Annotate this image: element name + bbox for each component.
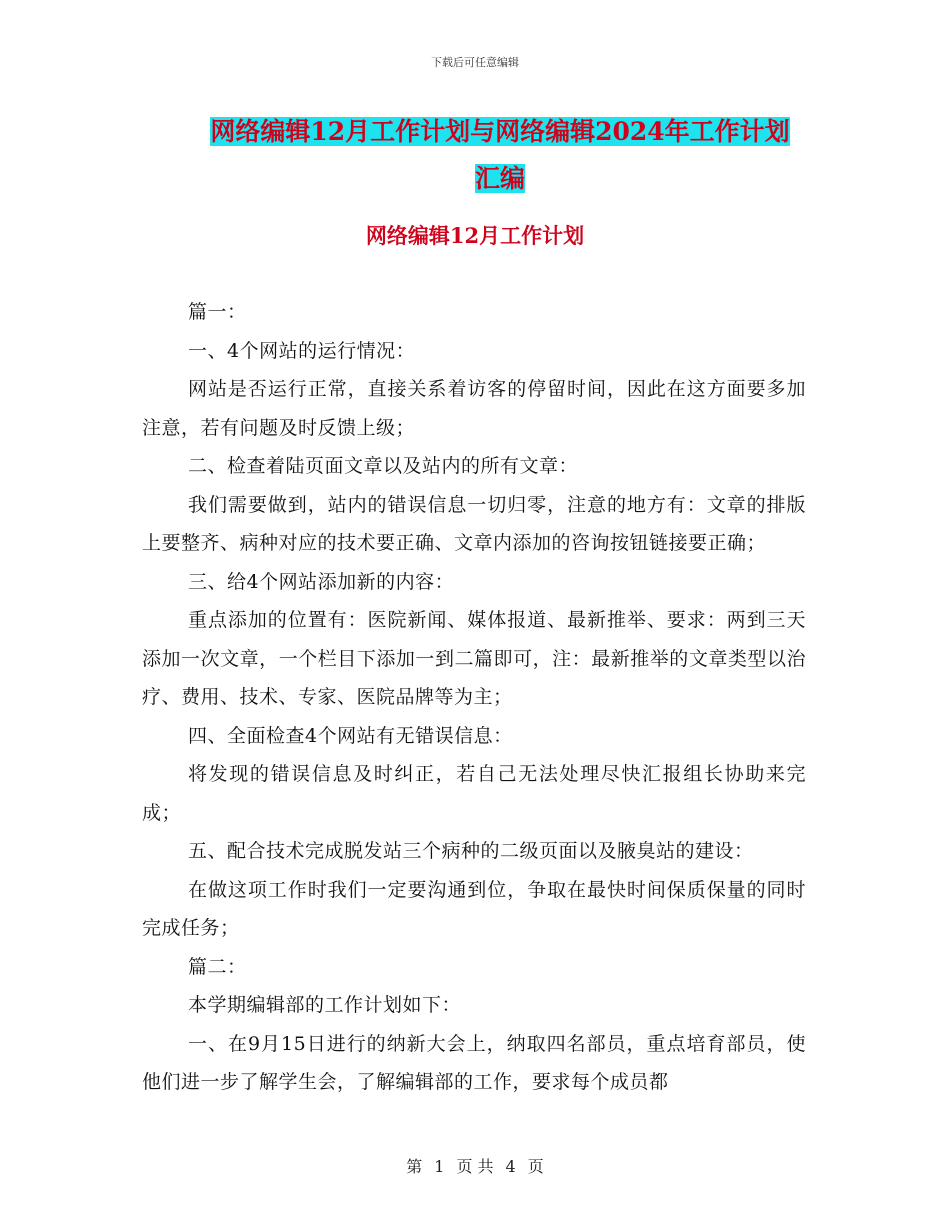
paragraph: 篇一： — [188, 301, 247, 323]
paragraph: 三、给4个网站添加新的内容： — [188, 570, 455, 593]
section-title: 网络编辑12月工作计划 — [365, 223, 585, 248]
paragraph: 本学期编辑部的工作计划如下： — [188, 994, 462, 1016]
title-line-2: 汇编 — [474, 164, 525, 193]
paragraph: 重点添加的位置有：医院新闻、媒体报道、最新推举、要求：两到三天添加一次文章，一个栏目下添加一到二篇即可，注：最新推举的文章类型以治疗、费用、技术、专家、医院品牌等为主； — [142, 609, 806, 708]
footer-middle: 页 共 — [456, 1157, 494, 1176]
page-footer — [0, 1154, 950, 1177]
document-title — [190, 108, 810, 202]
paragraph: 将发现的错误信息及时纠正，若自己无法处理尽快汇报组长协助来完成； — [142, 763, 806, 824]
title-line-1: 网络编辑12月工作计划与网络编辑2024年工作计划 — [210, 117, 790, 146]
header-note: 下载后可任意编辑 — [431, 56, 519, 69]
footer-total-pages: 4 — [505, 1157, 516, 1176]
body-text — [142, 293, 806, 1102]
paragraph: 篇二： — [188, 955, 247, 978]
paragraph: 网站是否运行正常，直接关系着访客的停留时间，因此在这方面要多加注意，若有问题及时反馈上级； — [142, 378, 806, 439]
paragraph: 五、配合技术完成脱发站三个病种的二级页面以及腋臭站的建设： — [188, 840, 754, 862]
footer-page-number: 1 — [434, 1157, 445, 1176]
paragraph: 一、在9月15日进行的纳新大会上，纳取四名部员，重点培育部员，使他们进一步了解学生会，了解编辑部的工作，要求每个成员都 — [142, 1032, 806, 1093]
footer-suffix: 页 — [527, 1157, 544, 1176]
paragraph: 二、检查着陆页面文章以及站内的所有文章： — [188, 455, 579, 477]
paragraph: 一、4个网站的运行情况： — [188, 339, 416, 362]
paragraph: 在做这项工作时我们一定要沟通到位，争取在最快时间保质保量的同时完成任务； — [142, 878, 806, 939]
paragraph: 我们需要做到，站内的错误信息一切归零，注意的地方有：文章的排版上要整齐、病种对应的技术要正确、文章内添加的咨询按钮链接要正确； — [142, 493, 806, 554]
paragraph: 四、全面检查4个网站有无错误信息： — [188, 724, 513, 747]
footer-prefix: 第 — [406, 1157, 423, 1176]
